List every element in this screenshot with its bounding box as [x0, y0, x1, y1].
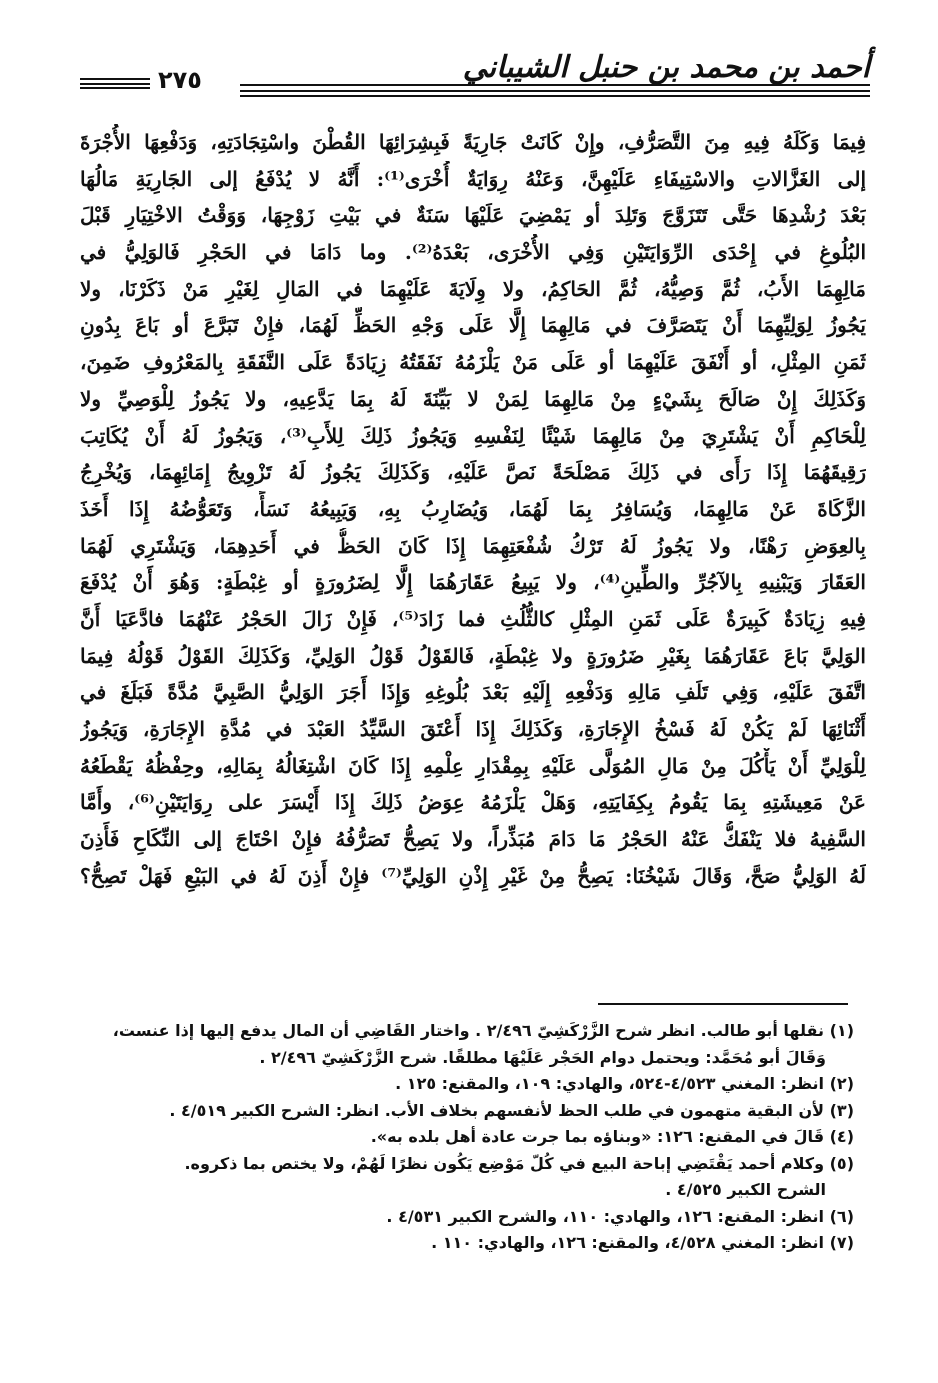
footnote-1: (١) نقلها أبو طالب. انظر شرح الزَّرْكَشِيّ ٢/٤٩٦ . واختار القَاضِي أن المال يدفع إليها إذا عنست،	[112, 1021, 854, 1040]
text-line: البُلُوغِ في إِحْدَى الرِّوَايَتَيْنِ وَفِي الأُخْرَى، بَعْدَهُ⁽²⁾. وما دَامَا في الحَجْرِ فَالوَلِيُّ في	[80, 240, 866, 265]
text-line: لِلْوَلِيِّ أَنْ يَأْكُلَ مِنْ مَالِ المُوَلَّى عَلَيْهِ بِمِقْدَارِ عِلْمِهِ إِذَا كَانَ اشْتِغَالُهُ بِمَالِهِ، وحِفْظُهُ يَقْطَعُهُ	[80, 753, 866, 778]
text-line: الزَّكَاةَ عَنْ مَالِهِمَا، وَيُسَافِرُ بِمَا لَهُمَا، وَيُضَارِبُ بِهِ، وَيَبِيعُهُ نَسَأً، وَتَعَوُّضُهُ إِذَا أَخَذَ	[80, 496, 866, 521]
footnote-7: (٧) انظر: المغني ٤/٥٢٨، والمقنع: ١٢٦، والهادي: ١١٠ .	[431, 1233, 854, 1252]
footnote-1-continuation: وَقَالَ أبو مُحَمَّد: ويحتمل دوام الحَجْر عَلَيْهَا مطلقًا. شرح الزَّرْكَشِيّ ٢/٤٩٦ .	[259, 1047, 826, 1067]
text-line: لَهُ الوَلِيُّ صَحَّ، وَقَالَ شَيْخُنَا: يَصِحُّ مِنْ غَيْرِ إِذْنِ الوَلِيِّ⁽⁷⁾ فإِنْ أَذِنَ لَهُ في البَيْعِ فَهَلْ تَصِحُّ؟	[80, 863, 866, 888]
running-title: أحمد بن محمد بن حنبل الشيباني	[462, 50, 870, 85]
text-line: فِيمَا وَكَلَهُ فِيهِ مِنَ التَّصَرُّفِ، وإِنْ كَانَتْ جَارِيَةً فَبِشِرَائِهَا القُطْنَ واسْتِجَادَتِهِ، وَدَفْعِهَا الأُجْرَةَ	[80, 130, 866, 154]
text-line: اتَّفَقَ عَلَيْهِ، وَفِي تَلَفِ مَالِهِ وَدَفْعِهِ إِلَيْهِ بَعْدَ بُلُوغِهِ وَإِذَا أَجَرَ الوَلِيُّ الصَّبِيَّ مُدَّةً فَبَلَغَ في	[80, 680, 866, 705]
header-rule-left	[80, 78, 150, 89]
footnote-separator	[598, 1003, 848, 1005]
text-line: مَالِهِمَا الأَبُ، ثُمَّ وَصِيُّهُ، ثُمَّ الحَاكِمُ، ولا وِلَايَةَ عَلَيْهِمَا في المَالِ لِغَيْرِ مَنْ ذَكَرْنَا، ولا	[80, 276, 866, 301]
text-line: ثَمَنِ المِثْلِ، أو أَنْفَقَ عَلَيْهِمَا أو عَلَى مَنْ يَلْزَمُهُ نَفَقَتُهُ زِيَادَةً عَلَى النَّفَقَةِ بِالمَعْرُوفِ ضَمِنَ،	[80, 350, 866, 375]
text-line: العَقَارَ وَيَبْنِيهِ بِالآجُرِّ والطِّينِ⁽⁴⁾، ولا يَبِيعُ عَقَارَهُمَا إِلَّا لِضَرُورَةٍ أو غِبْطَةٍ: وَهُوَ أَنْ يُدْفَعَ	[80, 570, 866, 595]
text-line: الوَلِيَّ بَاعَ عَقَارَهُمَا بِغَيْرِ ضَرُورَةٍ ولا غِبْطَةٍ، فَالقَوْلُ قَوْلُ الوَلِيِّ، وَكَذَلِكَ القَوْلُ قَوْلُهُ فِيمَا	[80, 643, 866, 668]
text-line: بِالعِوَضِ رَهْنًا، ولا يَجُوزُ لَهُ تَرْكُ شُفْعَتِهِمَا إِذَا كَانَ الحَظُّ في أَحَدِهِمَا، وَيَشْتَرِي لَهُمَا	[80, 533, 866, 558]
text-line: إلى الغَزَّالاتِ والاسْتِيفَاءِ عَلَيْهِنَّ، وَعَنْهُ رِوَايَةٌ أُخْرَى⁽¹⁾: أَنَّهُ لا يُدْفَعُ إلى الجَارِيَةِ مَالُهَا	[80, 166, 866, 191]
text-line: فِيهِ زِيَادَةٌ كَبِيرَةٌ عَلَى ثَمَنِ المِثْلِ كالثُّلُثِ فما زَادَ⁽⁵⁾، فَإِنْ زَالَ الحَجْرُ عَنْهُمَا فادَّعَيَا أَنَّ	[80, 606, 866, 631]
footnotes	[80, 1018, 854, 1257]
text-line: لِلْحَاكِمِ أَنْ يَشْتَرِيَ مِنْ مَالِهِمَا شَيْئًا لِنَفْسِهِ وَيَجُوزُ ذَلِكَ لِلأَبِ⁽³⁾، وَيَجُوزُ لَهُ أَنْ يُكَاتِبَ	[80, 423, 866, 448]
text-line: عَنْ مَعِيشَتِهِ بِمَا يَقُومُ بِكِفَايَتِهِ، وَهَلْ يَلْزَمُهُ عِوَضُ ذَلِكَ إِذَا أَيْسَرَ على رِوَايَتَيْنِ⁽⁶⁾، وأَمَّا	[80, 790, 866, 815]
text-line: وَكَذَلِكَ إِنْ صَالَحَ بِشَيْءٍ مِنْ مَالِهِمَا لِمَنْ لا بَيِّنَةَ لَهُ بِمَا يَدَّعِيهِ، ولا يَجُوزُ لِلْوَصِيِّ ولا	[80, 386, 866, 411]
footnote-4: (٤) قَالَ في المقنع: ١٢٦: «وبناؤه بما جرت عادة أهل بلده به».	[370, 1127, 854, 1146]
page-header	[80, 44, 870, 104]
text-line: أَثْنَائِهَا لَمْ يَكُنْ لَهُ فَسْخُ الإِجَارَةِ، وَكَذَلِكَ إِذَا أَعْتَقَ السَّيِّدُ العَبْدَ في مُدَّةِ الإِجَارَةِ، وَيَجُوزُ	[80, 717, 866, 741]
text-line: رَقِيقَهُمَا إِذَا رَأَى في ذَلِكَ مَصْلَحَةً نَصَّ عَلَيْهِ، وَكَذَلِكَ يَجُوزُ لَهُ تَزْوِيجُ إِمَائِهِمَا، وَيُخْرِجُ	[80, 460, 866, 485]
footnote-3: (٣) لأن البقية متهمون في طلب الحظ لأنفسهم بخلاف الأب. انظر: الشرح الكبير ٤/٥١٩ .	[169, 1100, 854, 1120]
footnote-6: (٦) انظر: المقنع: ١٢٦، والهادي: ١١٠، والشرح الكبير ٤/٥٣١ .	[386, 1206, 854, 1226]
footnote-2: (٢) انظر: المغني ٤/٥٢٣-٥٢٤، والهادي: ١٠٩، والمقنع: ١٢٥ .	[395, 1074, 854, 1093]
text-line: بَعْدَ رُشْدِهَا حَتَّى تَتَزَوَّجَ وَتَلِدَ أو يَمْضِيَ عَلَيْهَا سَنَةٌ في بَيْتِ زَوْجِهَا، وَوَقْتُ الاخْتِيَارِ قَبْلَ	[80, 203, 866, 228]
body-text	[80, 124, 866, 894]
footnote-5-continuation: الشرح الكبير ٤/٥٢٥ .	[665, 1180, 826, 1199]
header-rule-right	[240, 84, 870, 97]
text-line: يَجُوزُ لِوَلِيِّهِمَا أَنْ يَتَصَرَّفَ في مَالِهِمَا إِلَّا عَلَى وَجْهِ الحَظِّ لَهُمَا، فإِنْ تَبَرَّعَ أو بَاعَ بِدُونِ	[80, 313, 866, 338]
footnote-5: (٥) وكلام أحمد يَقْتَضِي إباحة البيع في كُلّ مَوْضِع يَكُون نظرًا لَهُمْ، ولا يختص بما ذكروه.	[184, 1153, 854, 1173]
page-number: ٢٧٥	[158, 66, 202, 94]
text-line: السَّفِيهُ فلا يَنْفَكُّ عَنْهُ الحَجْرُ مَا دَامَ مُبَذِّراً، ولا يَصِحُّ تَصَرُّفُهُ فإِنْ احْتَاجَ إلى النِّكَاحِ فَأَذِنَ	[80, 827, 866, 852]
